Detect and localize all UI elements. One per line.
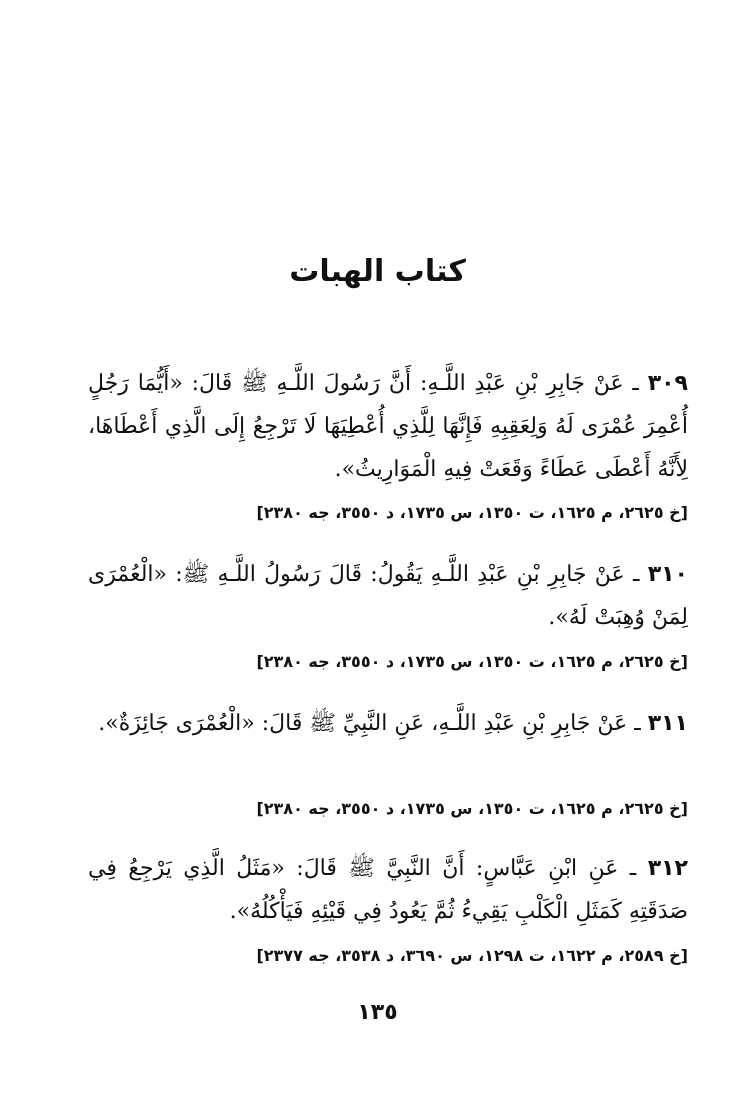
chapter-title: كتاب الهبات <box>289 254 466 289</box>
hadith-text: عَنْ جَابِرِ بْنِ عَبْدِ اللَّـهِ: أَنَّ رَسُولَ اللَّـهِ ﷺ قَالَ: «أَيُّمَا رَجُلٍ أُعْمِرَ عُمْرَى لَهُ وَلِعَقِبِهِ فَإِنَّهَا لِلَّذِي أُعْطِيَهَا لَا تَرْجِعُ إِلَى الَّذِي أَعْطَاهَا، لِأَنَّهُ أَعْطَى عَطَاءً وَقَعَتْ فِيهِ الْمَوَارِيثُ». <box>88 371 688 482</box>
hadith-dash: ـ <box>624 562 640 587</box>
hadith-text: عَنْ جَابِرِ بْنِ عَبْدِ اللَّـهِ يَقُولُ: قَالَ رَسُولُ اللَّـهِ ﷺ: «الْعُمْرَى لِمَنْ وُهِبَتْ لَهُ». <box>88 562 688 630</box>
hadith-text: عَنِ ابْنِ عَبَّاسٍ: أَنَّ النَّبِيَّ ﷺ قَالَ: «مَثَلُ الَّذِي يَرْجِعُ فِي صَدَقَتِهِ كَمَثَلِ الْكَلْبِ يَقِيءُ ثُمَّ يَعُودُ فِي قَيْئِهِ فَيَأْكُلُهُ». <box>88 856 688 924</box>
hadith-310 <box>88 553 688 639</box>
hadith-number: ٣٠٩ <box>647 371 688 396</box>
hadith-reference: [خ ٢٦٢٥، م ١٦٢٥، ت ١٣٥٠، س ١٧٣٥، د ٣٥٥٠، جه ٢٣٨٠] <box>256 503 688 522</box>
hadith-reference: [خ ٢٦٢٥، م ١٦٢٥، ت ١٣٥٠، س ١٧٣٥، د ٣٥٥٠، جه ٢٣٨٠] <box>256 652 688 671</box>
hadith-number: ٣١١ <box>647 711 688 736</box>
hadith-dash: ـ <box>618 856 637 881</box>
hadith-dash: ـ <box>623 371 639 396</box>
hadith-number: ٣١٢ <box>647 856 688 881</box>
hadith-311 <box>88 702 688 745</box>
page-number: ١٣٥ <box>357 1000 398 1025</box>
hadith-text: عَنْ جَابِرِ بْنِ عَبْدِ اللَّـهِ، عَنِ النَّبِيِّ ﷺ قَالَ: «الْعُمْرَى جَائِزَةٌ». <box>98 711 628 736</box>
hadith-reference: [خ ٢٦٢٥، م ١٦٢٥، ت ١٣٥٠، س ١٧٣٥، د ٣٥٥٠، جه ٢٣٨٠] <box>256 799 688 818</box>
hadith-312 <box>88 847 688 933</box>
hadith-reference: [خ ٢٥٨٩، م ١٦٢٢، ت ١٢٩٨، س ٣٦٩٠، د ٣٥٣٨، جه ٢٣٧٧] <box>256 946 688 965</box>
hadith-309 <box>88 362 688 491</box>
hadith-dash: ـ <box>627 711 641 736</box>
hadith-number: ٣١٠ <box>647 562 688 587</box>
